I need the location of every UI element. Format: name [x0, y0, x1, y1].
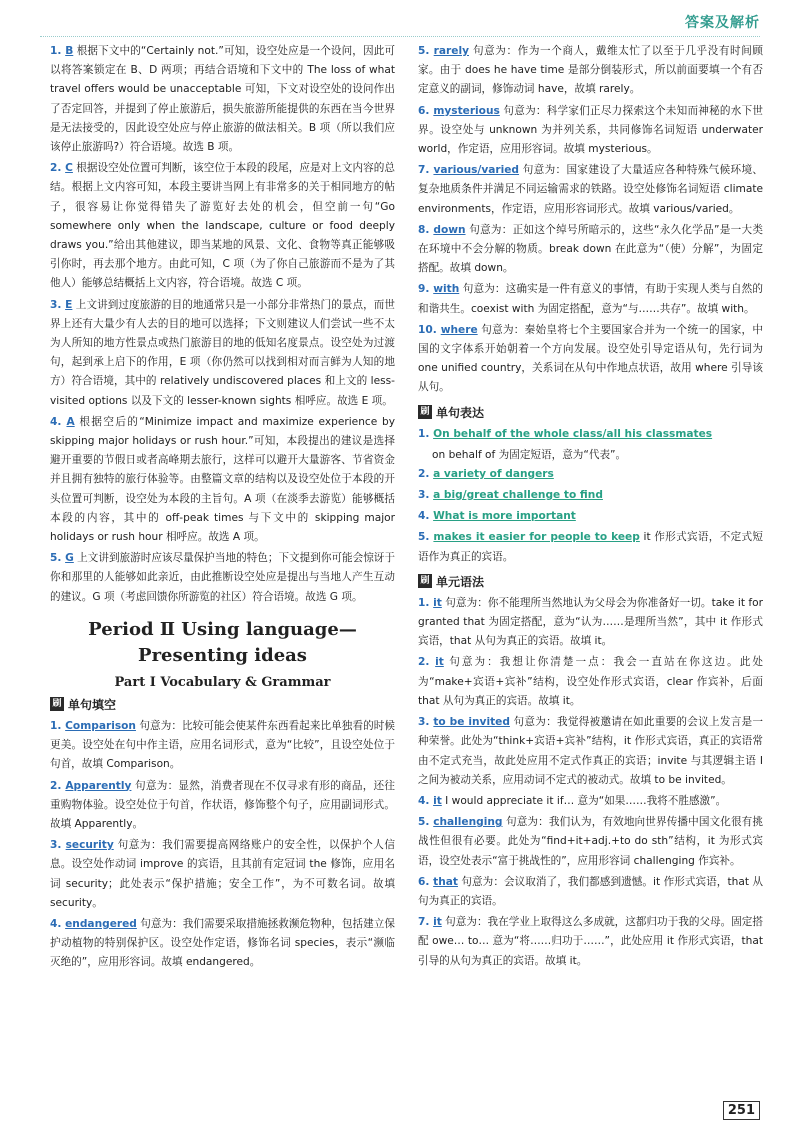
explanation-text: 句意为：我觉得被邀请在如此重要的会议上发言是一种荣誉。此处为“think+宾语+宾补”结构，it 作形式宾语，真正的宾语常由不定式充当，故此处应用不定式作真正的宾语；invite 与其逻辑主语 I 之间为被动关系，应用动词不定式的被动式。故填 to be invited。 [418, 716, 763, 786]
answer-item [50, 915, 395, 973]
item-number: 10. [418, 323, 441, 336]
item-number: 2. [50, 162, 66, 175]
answer-item [418, 713, 763, 790]
right-column [418, 42, 763, 973]
answer-item [418, 161, 763, 219]
answer-key: a variety of dangers [433, 467, 554, 480]
explanation-text: 根据下文中的“Certainly not.”可知，设空处应是一个设问，因此可以将答案锁定在 B、D 两项；再结合语境和下文中的 The loss of what travel offers would be unacceptable 可知，下文对设空处的设问作出了否定回答，并提到了停止旅游后，损失旅游所能提供的东西在当今世界是无法接受的，因此设空处应与停止旅游的做法相关。B 项（所以我们应该停止旅游吗?）符合语境。故选 B 项。 [50, 45, 395, 154]
explanation-text: 句意为：显然，消费者现在不仅寻求有形的商品，还往重购物体验。设空处位于句首，作状语，修饰整个句子，应用副词形式。故填 Apparently。 [50, 779, 395, 830]
answer-item [418, 594, 763, 652]
explanation-text: 句意为：秦始皇将七个主要国家合并为一个统一的国家，中国的文字体系开始朝着一个方向发展。设空处引导定语从句，先行词为 one unified country，关系词在从句中作地点状语，故用 where 引导该从句。 [418, 323, 763, 394]
item-number: 3. [50, 839, 66, 852]
answer-item [418, 221, 763, 279]
reading-answers [50, 42, 395, 607]
section-sentence-label: 单句表达 [436, 405, 485, 420]
answer-item [418, 507, 763, 526]
section-grammar-heading [418, 573, 763, 590]
answer-key: challenging [433, 816, 503, 829]
answer-key: endangered [65, 917, 137, 930]
answer-item [418, 486, 763, 505]
explanation-text: 根据设空处位置可判断，该空位于本段的段尾，应是对上文内容的总结。根据上文内容可知，本段主要讲当网上有非常多的关于相同地方的帖子，很容易让你觉得错失了游览好去处的机会，但空前一句“Go somewhere only when the landscape, culture or food deeply draws you.”给出其他建议，即当某地的风景、文化、食物等真正能够吸引你时，再去那个地方。由此可知，C 项（为了你自己旅游而不是为了其他人）能够总结概括上文内容，符合语境。故选 C 项。 [50, 162, 395, 290]
answer-item [418, 653, 763, 711]
explanation-text: 句意为：我们需要提高网络账户的安全性，以保护个人信息。设空处作动词 improve 的宾语，且其前有定冠词 the 修饰，应用名词 security；此处表示“保护措施；安全工作”，为不可数名词。故填 security。 [50, 839, 395, 909]
item-number: 1. [50, 719, 66, 732]
answer-key: to be invited [433, 716, 510, 729]
answer-key: E [65, 298, 73, 311]
item-number: 5. [50, 552, 66, 565]
answer-key: G [65, 552, 74, 565]
section-sentence-heading [418, 404, 763, 421]
section-fill-label: 单句填空 [68, 697, 117, 712]
item-number: 3. [50, 298, 66, 311]
item-number: 5. [418, 531, 434, 544]
item-number: 1. [418, 427, 434, 440]
answer-item [418, 42, 763, 100]
explanation-text: 句意为：我在学业上取得这么多成就，这都归功于我的父母。固定搭配 owe… to… 意为“将……归功于……”，此处应用 it 作形式宾语，that 引导的从句为真正的宾语。故填 it。 [418, 916, 763, 967]
explanation-text: 句意为：比较可能会使某件东西看起来比单独看的时候更美。设空处在句中作主语，应用名词形式，意为“比较”，且设空处位于句首，故填 Comparison。 [50, 719, 395, 771]
item-number: 9. [418, 283, 434, 296]
explanation-sub: on behalf of 为固定短语，意为“代表”。 [432, 448, 627, 461]
answer-item [418, 102, 763, 160]
answer-item [418, 792, 763, 811]
item-number: 6. [418, 875, 434, 888]
grammar-answers [418, 594, 763, 971]
answer-key: it [433, 794, 442, 807]
item-number: 1. [418, 596, 434, 609]
answer-item [50, 413, 395, 547]
item-number: 2. [418, 467, 434, 480]
item-number: 7. [418, 164, 434, 177]
item-number: 4. [50, 917, 66, 930]
item-number: 4. [418, 794, 434, 807]
item-number: 5. [418, 45, 434, 57]
explanation-text: I would appreciate it if… 意为“如果……我将不胜感激”。 [441, 794, 727, 807]
explanation-text: 句意为：我们需要采取措施拯救濒危物种，包括建立保护动植物的特别保护区。设空处作定语，修饰名词 species，表示“濒临灭绝的”，应用形容词。故填 endangered。 [50, 917, 395, 969]
answer-key: makes it easier for people to keep [433, 531, 640, 544]
section-icon: 刷 [50, 697, 64, 711]
explanation-text: 上文讲到旅游时应该尽量保护当地的特色；下文提到你可能会惊讶于你和那里的人能够如此亲近，由此推断设空处应是提出与当地人产生互动的建议。G 项（考虑回馈你所游览的社区）符合语境。故选 G 项。 [50, 552, 395, 603]
period-title [50, 617, 395, 669]
item-number: 6. [418, 104, 434, 117]
answer-item [50, 717, 395, 775]
answer-item [418, 465, 763, 484]
answer-item [418, 873, 763, 911]
explanation-text: 句意为：这确实是一件有意义的事情，有助于实现人类与自然的和谐共生。coexist with 为固定搭配，意为“与……共存”。故填 with。 [418, 283, 763, 315]
explanation-text: 上文讲到过度旅游的目的地通常只是一小部分非常热门的景点，而世界上还有大量少有人去的目的地可以选择；下文则建议人们尝试一些不太为人所知的地方性景点或热门旅游目的地的低知名度景点。设空处为过渡句，起到承上启下的作用，E 项（你仍然可以找到相对而言鲜为人知的地方）符合语境，其中的 relatively undiscovered places 和上文的 less-visited options 以及下文的 lesser-known sights 相呼应。故选 E 项。 [50, 298, 395, 407]
answer-key: security [65, 839, 114, 852]
item-number: 3. [418, 489, 434, 502]
answer-key: On behalf of the whole class/all his classmates [433, 427, 713, 440]
answer-item [50, 159, 395, 293]
item-number: 4. [50, 415, 67, 428]
section-fill-heading [50, 696, 395, 713]
item-number: 8. [418, 223, 434, 236]
answer-key: Comparison [65, 719, 136, 732]
explanation-text: 句意为：作为一个商人，戴维太忙了以至于几乎没有时间顾家。由于 does he have time 是部分倒装形式，所以前面要填一个有否定意义的副词，修饰动词 have，故填 rarely。 [418, 45, 763, 96]
answer-key: mysterious [433, 104, 500, 117]
answer-key: where [440, 323, 478, 336]
answer-key: What is more important [433, 510, 576, 523]
answer-item [418, 425, 763, 444]
explanation-text: 句意为：科学家们正尽力探索这个未知而神秘的水下世界。设空处与 unknown 为并列关系，共同修饰名词短语 underwater world，作定语，应用形容词。故填 mysterious。 [418, 104, 763, 156]
item-number: 3. [418, 716, 434, 729]
item-number: 5. [418, 816, 434, 829]
item-number: 2. [50, 779, 66, 792]
period-line1: Period Ⅱ Using language— [88, 618, 357, 640]
answer-key: a big/great challenge to find [433, 489, 603, 502]
left-column [50, 42, 395, 975]
answer-key: down [433, 223, 466, 236]
answer-key: that [433, 875, 458, 888]
explanation-text: 句意为：国家建设了大量适应各种特殊气候环境、复杂地质条件并满足不同运输需求的铁路。设空处修饰名词短语 climate environments，作定语，应用形容词形式。故填 various/varied。 [418, 164, 763, 215]
explanation-text: 句意为：会议取消了，我们都感到遗憾。it 作形式宾语，that 从句为真正的宾语。 [418, 875, 763, 907]
explanation-text: 句意为：我想让你清楚一点：我会一直站在你这边。此处为“make+宾语+宾补”结构，设空处作形式宾语，clear 作宾补，后面 that 从句为真正的宾语。故填 it。 [418, 656, 763, 707]
answer-item [50, 42, 395, 157]
fill-answers-left [50, 717, 395, 973]
answer-key: it [433, 596, 442, 609]
answer-item [418, 913, 763, 971]
item-number: 1. [50, 45, 66, 57]
answer-key: Apparently [65, 779, 132, 792]
answer-key: it [435, 656, 444, 669]
page-number: 251 [723, 1101, 760, 1120]
answer-item [418, 280, 763, 318]
item-number: 2. [418, 656, 436, 669]
item-number: 7. [418, 916, 434, 929]
section-icon: 刷 [418, 405, 432, 419]
answer-key: rarely [433, 45, 469, 57]
explanation-text: it 作形式宾语，不定式短语作为真正的宾语。 [418, 531, 763, 563]
answer-key: various/varied [433, 164, 520, 177]
part-title: Part Ⅰ Vocabulary & Grammar [114, 674, 331, 690]
answer-key: it [433, 916, 442, 929]
section-grammar-label: 单元语法 [436, 574, 485, 589]
answer-item [50, 836, 395, 913]
answer-item [418, 813, 763, 871]
explanation-text: 句意为：我们认为，有效地向世界传播中国文化很有挑战性但很有必要。此处为“find+it+adj.+to do sth”结构，it 为形式宾语，设空处表示“富于挑战性的”，应用形容词 challenging 作宾补。 [418, 816, 763, 867]
answer-item [50, 296, 395, 411]
answer-key: with [433, 283, 460, 296]
answer-key: C [65, 162, 73, 175]
header-divider [40, 36, 760, 37]
answer-key: B [65, 45, 74, 57]
explanation-text: 句意为：你不能理所当然地认为父母会为你准备好一切。take it for granted that 为固定搭配，意为“认为……是理所当然”，其中 it 作形式宾语，that 从句为真正的宾语。故填 it。 [418, 596, 764, 648]
answer-item [418, 528, 763, 566]
explanation-text: 根据空后的“Minimize impact and maximize experience by skipping major holidays or rush hour.”可知，本段提出的建议是选择避开重要的节假日或者高峰期去旅行，这样可以避开大量游客、节省资金并且拥有独特的旅行体验等。由整篇文章的结构以及设空处位于本段的开头位置可判断，设空处为本段的主旨句。A 项（在淡季去游览）能够概括本段的内容，其中的 off-peak times 与下文中的 skipping major holidays or rush hour 相呼应。故选 A 项。 [50, 415, 395, 544]
explanation-text: 句意为：正如这个绰号所暗示的，这些“永久化学品”是一大类在环境中不会分解的物质。break down 在此意为“（使）分解”，为固定搭配。故填 down。 [418, 223, 763, 275]
fill-answers-right [418, 42, 763, 398]
item-number: 4. [418, 510, 434, 523]
answer-item [418, 321, 763, 398]
header-title: 答案及解析 [685, 15, 760, 31]
sentence-answers [418, 425, 763, 567]
answer-item [50, 549, 395, 607]
answer-item [50, 777, 395, 835]
section-icon: 刷 [418, 574, 432, 588]
period-line2: Presenting ideas [138, 644, 307, 666]
answer-key: A [66, 415, 75, 428]
